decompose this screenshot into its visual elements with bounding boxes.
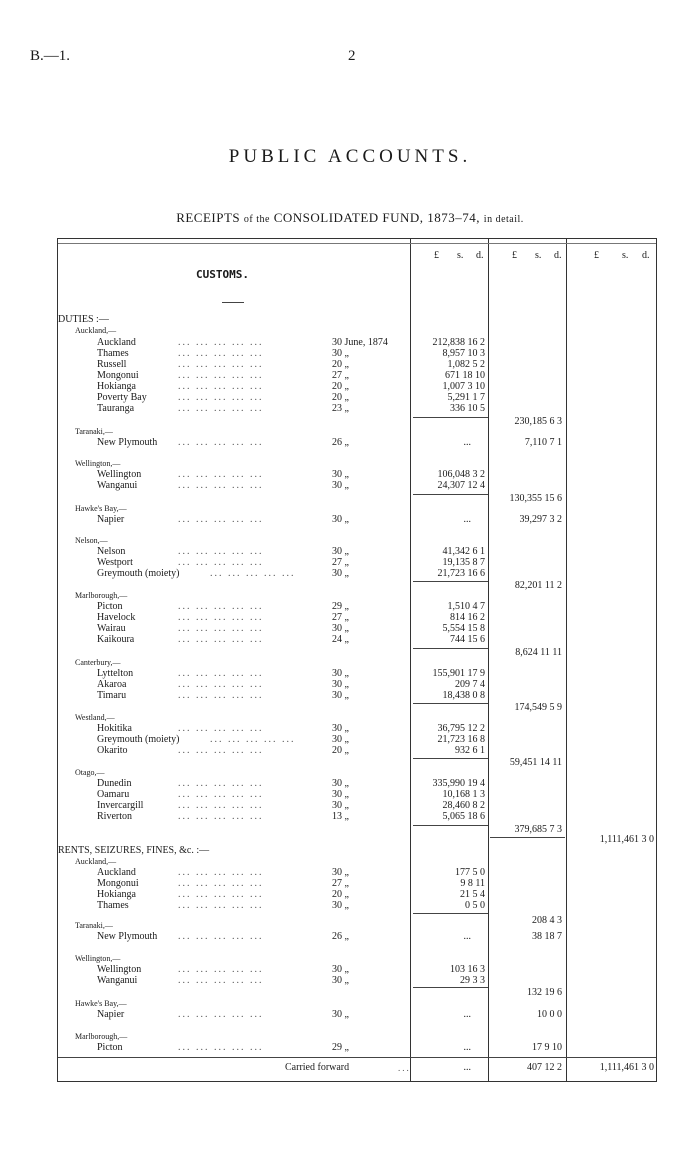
group-name: Canterbury,—: [75, 658, 121, 667]
dot-leader: ... ... ... ... ...: [178, 668, 264, 679]
item-date: 30 „: [332, 1009, 349, 1020]
subtotal-rule: [413, 825, 488, 826]
item-amount: 1,007 3 10: [442, 381, 485, 392]
col2-shilling-header: s.: [535, 250, 542, 261]
item-date: 29 „: [332, 1042, 349, 1053]
group-total: 82,201 11 2: [514, 580, 562, 591]
carried-forward-col2: 407 12 2: [527, 1062, 562, 1073]
group-heading: [75, 535, 108, 546]
dot-leader: ... ... ... ... ...: [178, 348, 264, 359]
item-name: Timaru: [97, 690, 127, 701]
item-name: Greymouth (moiety): [97, 568, 180, 579]
item-date: 30 „: [332, 568, 349, 579]
item-name: Kaikoura: [97, 634, 135, 645]
item-date: 27 „: [332, 612, 349, 623]
group-total: 174,549 5 9: [514, 702, 562, 713]
dot-leader: ... ... ... ... ...: [210, 734, 296, 745]
item-name: Wanganui: [97, 480, 138, 491]
item-amount: 1,510 4 7: [447, 601, 485, 612]
dot-leader: ... ... ... ... ...: [178, 778, 264, 789]
item-date: 30 „: [332, 668, 349, 679]
item-amount: ...: [463, 1009, 471, 1020]
group-name: Otago,—: [75, 768, 105, 777]
dot-leader: ... ... ... ... ...: [178, 723, 264, 734]
header-rule: [58, 243, 656, 244]
group-heading: [75, 325, 116, 336]
group-name: Wellington,—: [75, 954, 121, 963]
dot-leader: ... ... ... ... ...: [178, 1009, 264, 1020]
item-amount: 21 5 4: [460, 889, 485, 900]
group-name: Marlborough,—: [75, 1032, 128, 1041]
section-rents: RENTS, SEIZURES, FINES, &c. :—: [58, 845, 210, 856]
item-amount: 19,135 8 7: [442, 557, 485, 568]
subtotal-rule: [413, 913, 488, 914]
item-amount: 177 5 0: [455, 867, 485, 878]
item-amount: 24,307 12 4: [437, 480, 485, 491]
item-amount: 106,048 3 2: [437, 469, 485, 480]
dot-leader: ... ... ... ... ...: [178, 679, 264, 690]
item-amount: 671 18 10: [445, 370, 485, 381]
dot-leader: ... ... ... ... ...: [178, 745, 264, 756]
item-amount: 41,342 6 1: [442, 546, 485, 557]
item-date: 30 „: [332, 800, 349, 811]
group-heading: [75, 426, 113, 437]
dot-leader: ... ... ... ... ...: [178, 867, 264, 878]
item-name: Wairau: [97, 623, 126, 634]
item-amount: 10,168 1 3: [442, 789, 485, 800]
group-heading: [75, 712, 115, 723]
item-name: Picton: [97, 1042, 123, 1053]
group-total: 10 0 0: [537, 1009, 562, 1020]
item-date: 30 „: [332, 469, 349, 480]
carried-forward-col3: 1,111,461 3 0: [599, 1062, 654, 1073]
col3-shilling-header: s.: [622, 250, 629, 261]
dot-leader: ... ... ... ... ...: [178, 811, 264, 822]
dot-leader: ... ... ... ... ...: [178, 634, 264, 645]
item-amount: ...: [463, 931, 471, 942]
dot-leader: ... ... ... ... ...: [178, 690, 264, 701]
item-name: New Plymouth: [97, 437, 158, 448]
item-name: Hokianga: [97, 381, 136, 392]
group-name: Taranaki,—: [75, 427, 113, 436]
group-total: 7,110 7 1: [524, 437, 562, 448]
item-date: 30 „: [332, 734, 349, 745]
item-name: Mongonui: [97, 370, 139, 381]
item-name: Napier: [97, 1009, 125, 1020]
item-date: 26 „: [332, 437, 349, 448]
item-date: 30 „: [332, 679, 349, 690]
item-date: 30 „: [332, 480, 349, 491]
item-amount: 29 3 3: [460, 975, 485, 986]
item-date: 23 „: [332, 403, 349, 414]
item-amount: 209 7 4: [455, 679, 485, 690]
group-heading: [75, 998, 127, 1009]
dot-leader: ... ... ... ... ...: [178, 337, 264, 348]
carried-forward-label: Carried forward: [285, 1062, 350, 1073]
item-amount: 5,065 18 6: [442, 811, 485, 822]
item-amount: 744 15 6: [450, 634, 485, 645]
dot-leader: ... ... ... ... ...: [178, 437, 264, 448]
group-heading: [75, 856, 116, 867]
group-total: 59,451 14 11: [509, 757, 562, 768]
group-heading: [75, 767, 105, 778]
item-date: 30 „: [332, 514, 349, 525]
col3-pound-header: £: [594, 250, 599, 261]
item-amount: 36,795 12 2: [437, 723, 485, 734]
col1-shilling-header: s.: [457, 250, 464, 261]
item-amount: ...: [463, 514, 471, 525]
group-total: 379,685 7 3: [514, 824, 562, 835]
item-date: 20 „: [332, 381, 349, 392]
group-total: 17 9 10: [532, 1042, 562, 1053]
page-title: PUBLIC ACCOUNTS.: [228, 146, 472, 167]
page-number: 2: [348, 48, 356, 64]
item-name: Thames: [97, 900, 129, 911]
item-date: 30 „: [332, 623, 349, 634]
item-amount: 335,990 19 4: [432, 778, 485, 789]
item-name: Hokitika: [97, 723, 132, 734]
col2-pence-header: d.: [554, 250, 562, 261]
item-amount: 5,554 15 8: [442, 623, 485, 634]
item-amount: 21,723 16 8: [437, 734, 485, 745]
item-name: Greymouth (moiety): [97, 734, 180, 745]
item-name: Auckland: [97, 867, 136, 878]
item-date: 29 „: [332, 601, 349, 612]
col3-pence-header: d.: [642, 250, 650, 261]
item-amount: 21,723 16 6: [437, 568, 485, 579]
col2-pound-header: £: [512, 250, 517, 261]
section-duties: DUTIES :—: [58, 314, 109, 325]
dot-leader: ... ... ... ... ...: [178, 381, 264, 392]
dot-leader: ... ... ... ... ...: [178, 469, 264, 480]
item-name: Thames: [97, 348, 129, 359]
item-date: 20 „: [332, 745, 349, 756]
subtitle-of-the: of the: [243, 214, 270, 225]
group-heading: [75, 657, 120, 668]
customs-rule: [222, 302, 244, 303]
item-name: Auckland: [97, 337, 136, 348]
column-divider: [566, 238, 567, 1082]
dot-leader: ... ... ... ... ...: [178, 931, 264, 942]
item-amount: 932 6 1: [455, 745, 485, 756]
item-date: 30 „: [332, 778, 349, 789]
group-heading: [75, 1031, 127, 1042]
group-heading: [75, 458, 120, 469]
item-date: 20 „: [332, 392, 349, 403]
item-amount: ...: [463, 1042, 471, 1053]
item-amount: 5,291 1 7: [447, 392, 485, 403]
item-date: 30 „: [332, 348, 349, 359]
item-date: 27 „: [332, 557, 349, 568]
item-name: Russell: [97, 359, 127, 370]
group-total: 208 4 3: [532, 915, 562, 926]
group-total: 230,185 6 3: [514, 416, 562, 427]
dot-leader: ... ... ... ... ...: [210, 568, 296, 579]
item-name: Oamaru: [97, 789, 130, 800]
item-amount: 1,082 5 2: [447, 359, 485, 370]
group-total: 8,624 11 11: [515, 647, 562, 658]
dot-leader: ... ... ... ... ...: [178, 1042, 264, 1053]
group-total: 132 19 6: [527, 987, 562, 998]
group-total: 38 18 7: [532, 931, 562, 942]
item-amount: 28,460 8 2: [442, 800, 485, 811]
column-divider: [488, 238, 489, 1082]
item-amount: ...: [463, 437, 471, 448]
item-date: 30 „: [332, 789, 349, 800]
item-date: 30 „: [332, 867, 349, 878]
item-name: Wanganui: [97, 975, 138, 986]
dot-leader: ... ... ... ... ...: [178, 623, 264, 634]
total-rule: [490, 837, 565, 838]
item-date: 27 „: [332, 370, 349, 381]
dot-leader: ... ... ... ... ...: [178, 789, 264, 800]
item-date: 30 „: [332, 690, 349, 701]
subtotal-rule: [413, 703, 488, 704]
customs-heading: CUSTOMS.: [196, 268, 249, 281]
dot-leader: ... ... ... ... ...: [178, 612, 264, 623]
item-date: 20 „: [332, 359, 349, 370]
item-amount: 212,838 16 2: [432, 337, 485, 348]
item-name: Lyttelton: [97, 668, 134, 679]
subtitle-receipts: RECEIPTS: [176, 210, 241, 225]
col1-pound-header: £: [434, 250, 439, 261]
dot-leader: ... ... ... ... ...: [178, 557, 264, 568]
dot-leader: ... ... ... ... ...: [178, 514, 264, 525]
group-name: Wellington,—: [75, 459, 121, 468]
item-date: 27 „: [332, 878, 349, 889]
dot-leader: ...: [398, 1063, 411, 1073]
group-name: Auckland,—: [75, 326, 117, 335]
dot-leader: ... ... ... ... ...: [178, 546, 264, 557]
group-name: Marlborough,—: [75, 591, 128, 600]
dot-leader: ... ... ... ... ...: [178, 480, 264, 491]
item-name: Picton: [97, 601, 123, 612]
footer-rule: [58, 1057, 656, 1058]
group-name: Auckland,—: [75, 857, 117, 866]
subtitle-fund: CONSOLIDATED FUND, 1873–74,: [273, 210, 481, 225]
group-name: Nelson,—: [75, 536, 108, 545]
dot-leader: ... ... ... ... ...: [178, 370, 264, 381]
carried-forward-col1: ...: [463, 1062, 471, 1073]
item-date: 30 „: [332, 975, 349, 986]
group-total: 39,297 3 2: [519, 514, 562, 525]
item-amount: 336 10 5: [450, 403, 485, 414]
group-total: 130,355 15 6: [509, 493, 562, 504]
item-date: 30 June, 1874: [332, 337, 388, 348]
subtotal-rule: [413, 494, 488, 495]
page-subtitle: [0, 210, 700, 226]
group-name: Taranaki,—: [75, 921, 113, 930]
dot-leader: ... ... ... ... ...: [178, 964, 264, 975]
item-date: 30 „: [332, 723, 349, 734]
item-date: 24 „: [332, 634, 349, 645]
document-code: B.—1.: [30, 48, 71, 64]
item-name: Wellington: [97, 964, 142, 975]
item-name: Dunedin: [97, 778, 132, 789]
dot-leader: ... ... ... ... ...: [178, 975, 264, 986]
dot-leader: ... ... ... ... ...: [178, 878, 264, 889]
item-name: Akaroa: [97, 679, 127, 690]
item-amount: 18,438 0 8: [442, 690, 485, 701]
group-heading: [75, 503, 127, 514]
dot-leader: ... ... ... ... ...: [178, 392, 264, 403]
item-name: Wellington: [97, 469, 142, 480]
item-name: Okarito: [97, 745, 128, 756]
item-amount: 103 16 3: [450, 964, 485, 975]
subtotal-rule: [413, 758, 488, 759]
subtotal-rule: [413, 581, 488, 582]
group-heading: [75, 920, 113, 931]
item-name: Nelson: [97, 546, 126, 557]
group-name: Westland,—: [75, 713, 115, 722]
group-name: Hawke's Bay,—: [75, 504, 127, 513]
dot-leader: ... ... ... ... ...: [178, 601, 264, 612]
item-amount: 814 16 2: [450, 612, 485, 623]
item-name: Hokianga: [97, 889, 136, 900]
subtotal-rule: [413, 648, 488, 649]
item-name: Havelock: [97, 612, 136, 623]
accounts-table: [57, 238, 657, 1082]
item-date: 30 „: [332, 900, 349, 911]
dot-leader: ... ... ... ... ...: [178, 359, 264, 370]
item-name: Napier: [97, 514, 125, 525]
item-name: Poverty Bay: [97, 392, 147, 403]
item-date: 30 „: [332, 964, 349, 975]
item-name: Westport: [97, 557, 133, 568]
dot-leader: ... ... ... ... ...: [178, 800, 264, 811]
col1-pence-header: d.: [476, 250, 484, 261]
item-name: Invercargill: [97, 800, 144, 811]
item-amount: 0 5 0: [465, 900, 485, 911]
dot-leader: ... ... ... ... ...: [178, 900, 264, 911]
subtotal-rule: [413, 417, 488, 418]
subtitle-in-detail: in detail.: [483, 214, 524, 225]
item-name: Riverton: [97, 811, 132, 822]
group-heading: [75, 953, 120, 964]
item-name: Tauranga: [97, 403, 135, 414]
item-date: 26 „: [332, 931, 349, 942]
dot-leader: ... ... ... ... ...: [178, 889, 264, 900]
subtotal-rule: [413, 987, 488, 988]
item-date: 13 „: [332, 811, 349, 822]
column-divider: [410, 238, 411, 1082]
item-name: New Plymouth: [97, 931, 158, 942]
item-amount: 155,901 17 9: [432, 668, 485, 679]
group-heading: [75, 590, 127, 601]
duties-grand-total: 1,111,461 3 0: [599, 834, 654, 845]
group-name: Hawke's Bay,—: [75, 999, 127, 1008]
item-name: Mongonui: [97, 878, 139, 889]
item-date: 30 „: [332, 546, 349, 557]
item-amount: 8,957 10 3: [442, 348, 485, 359]
dot-leader: ... ... ... ... ...: [178, 403, 264, 414]
item-date: 20 „: [332, 889, 349, 900]
item-amount: 9 8 11: [460, 878, 485, 889]
